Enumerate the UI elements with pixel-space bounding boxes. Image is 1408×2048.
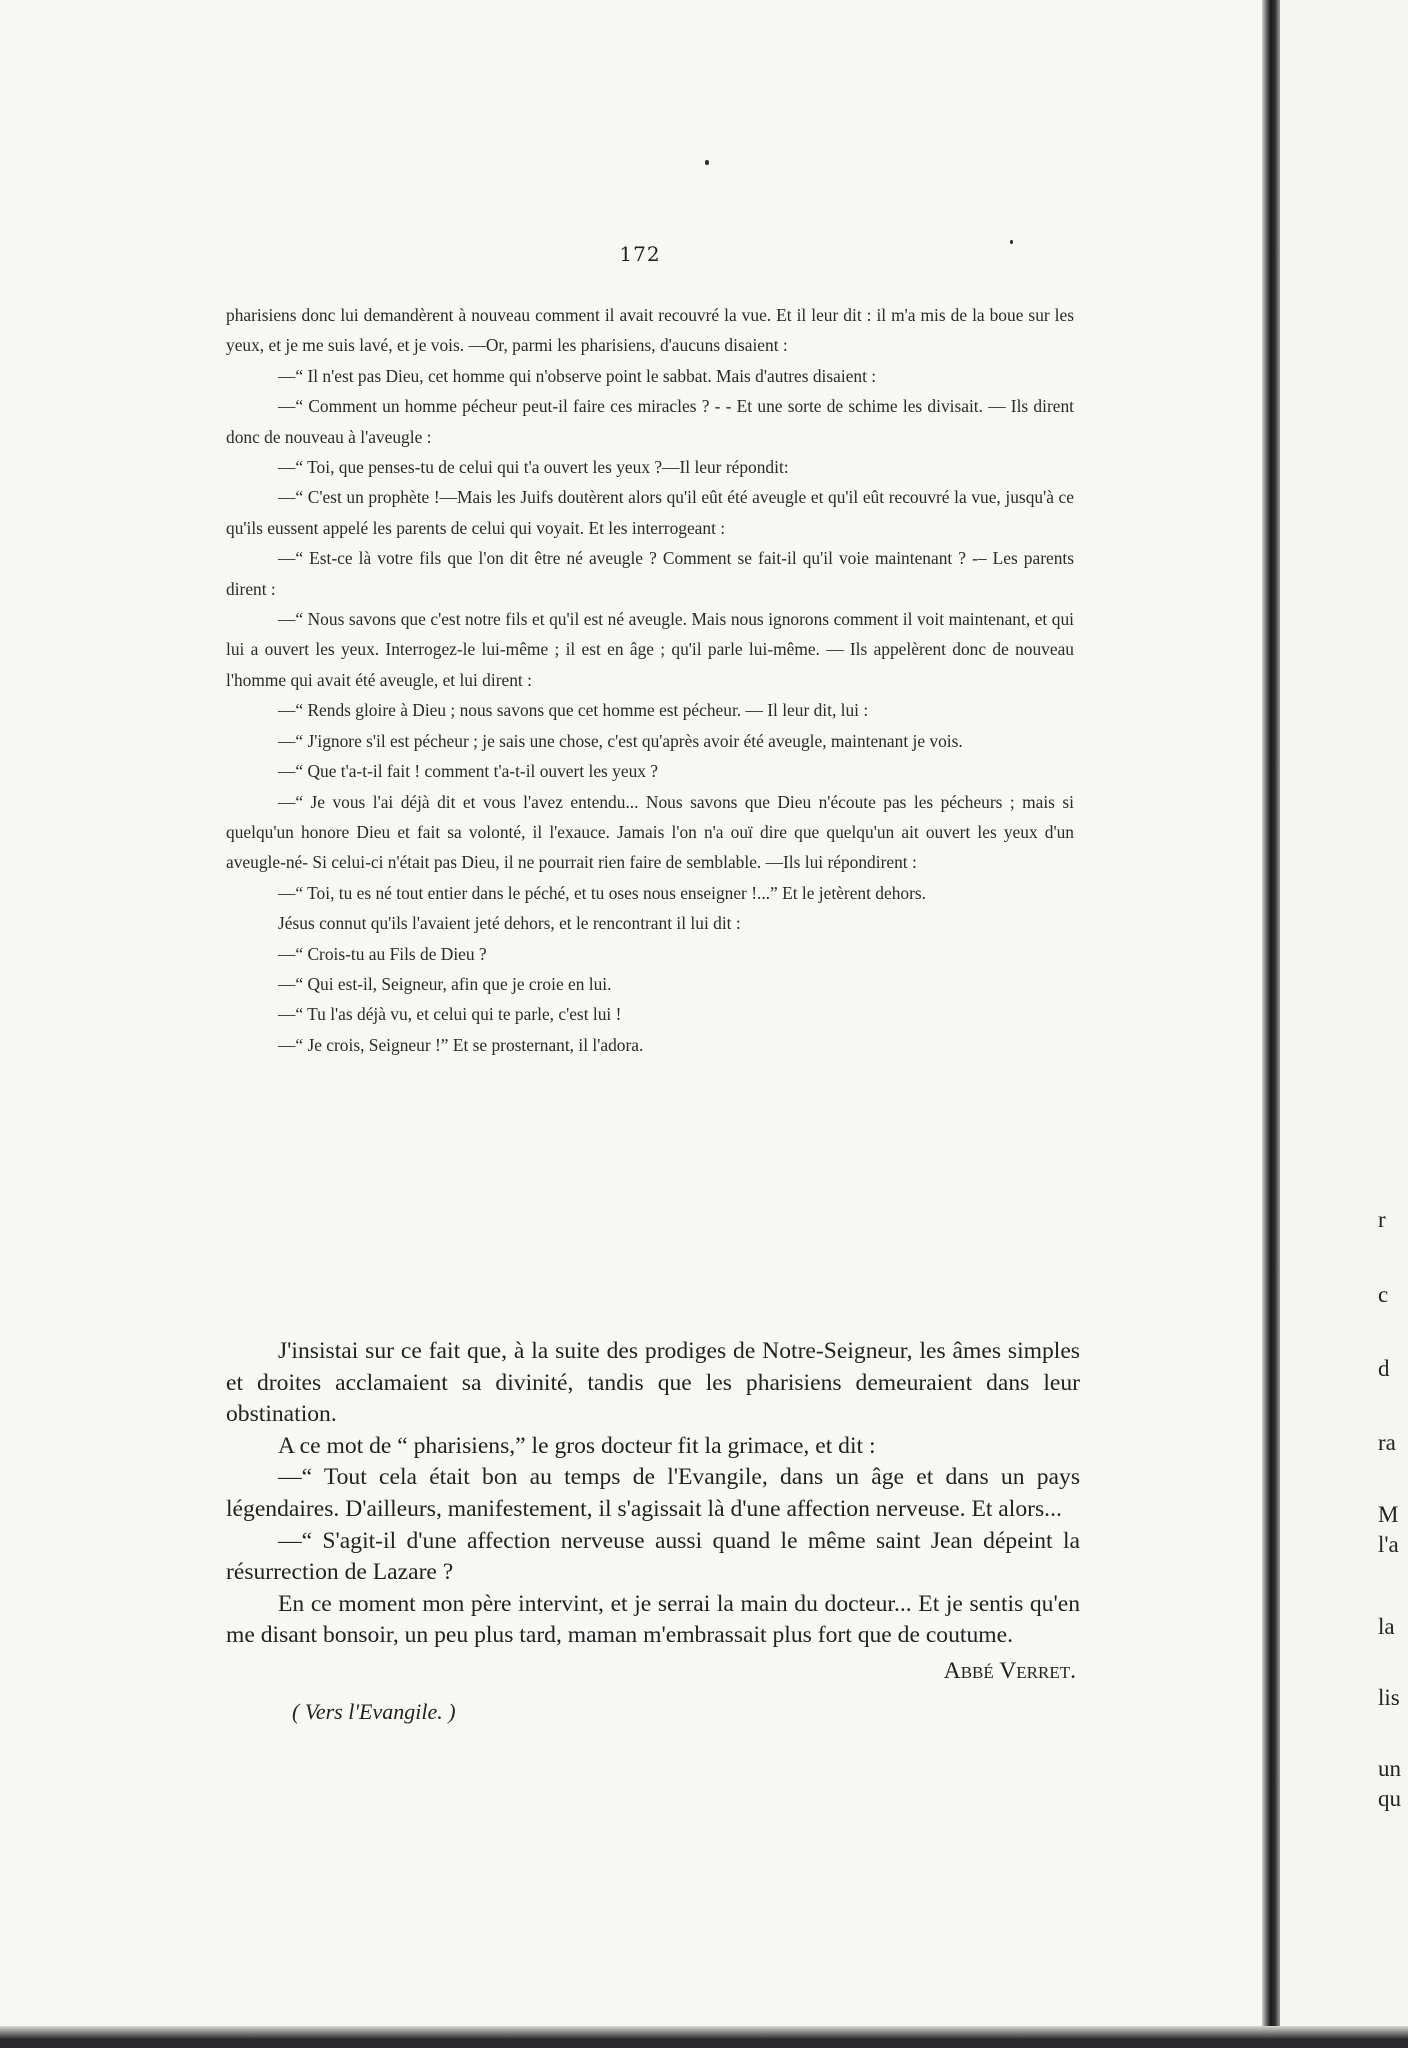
text-fragment: M <box>1378 1502 1399 1527</box>
paragraph: pharisiens donc lui demandèrent à nouveau comment il avait recouvré la vue. Et il leur dit : il m'a mis de la boue sur les yeux, et je me suis lavé, et je vois. —Or, parmi les pharisiens, d'aucuns disaient : <box>226 305 1074 356</box>
narrative-passage <box>226 1336 1080 1727</box>
paragraph: —“ C'est un prophète !—Mais les Juifs doutèrent alors qu'il eût été aveugle et qu'il eût recouvré la vue, jusqu'à ce qu'ils eussent appelé les parents de celui qui voyait. Et les interrogeant : <box>226 487 1074 538</box>
paragraph: —“ Que t'a-t-il fait ! comment t'a-t-il ouvert les yeux ? <box>278 761 659 782</box>
paragraph: —“ Crois-tu au Fils de Dieu ? <box>278 943 487 964</box>
author-signature: Abbé Verret. <box>943 1657 1076 1684</box>
text-fragment: lis <box>1378 1685 1400 1710</box>
paragraph: —“ Qui est-il, Seigneur, afin que je croie en lui. <box>278 973 612 994</box>
paragraph: —“ Est-ce là votre fils que l'on dit être né aveugle ? Comment se fait-il qu'il voie maintenant ? -– Les parents dirent : <box>226 548 1074 599</box>
ink-speck <box>705 160 709 165</box>
page-number: 172 <box>619 242 661 266</box>
paragraph: —“ Je crois, Seigneur !” Et se prosternant, il l'adora. <box>278 1034 644 1055</box>
paragraph: —“ J'ignore s'il est pécheur ; je sais une chose, c'est qu'après avoir été aveugle, maintenant je vois. <box>278 730 963 751</box>
paragraph: —“ S'agit-il d'une affection nerveuse aussi quand le même saint Jean dépeint la résurrection de Lazare ? <box>226 1527 1080 1586</box>
book-gutter <box>1262 0 1280 2048</box>
paragraph: J'insistai sur ce fait que, à la suite des prodiges de Notre-Seigneur, les âmes simples et droites acclamaient sa divinité, tandis que les pharisiens demeuraient dans leur obstination. <box>226 1338 1080 1428</box>
paragraph: —“ Comment un homme pécheur peut-il faire ces miracles ? - - Et une sorte de schime les divisait. — Ils dirent donc de nouveau à l'aveugle : <box>226 396 1074 447</box>
source-citation: ( Vers l'Evangile. ) <box>292 1698 456 1724</box>
paragraph: Jésus connut qu'ils l'avaient jeté dehors, et le rencontrant il lui dit : <box>278 913 741 934</box>
text-fragment: d <box>1378 1356 1390 1381</box>
ink-speck <box>1010 240 1013 244</box>
text-fragment: c <box>1378 1282 1389 1307</box>
text-fragment: qu <box>1378 1786 1401 1811</box>
paragraph: —“ Toi, tu es né tout entier dans le péché, et tu oses nous enseigner !...” Et le jetèrent dehors. <box>278 882 926 903</box>
paragraph: —“ Tout cela était bon au temps de l'Evangile, dans un âge et dans un pays légendaires. D'ailleurs, manifestement, il s'agissait là d'une affection nerveuse. Et alors... <box>226 1464 1080 1522</box>
scan-bottom-edge <box>0 2026 1408 2048</box>
paragraph: —“ Toi, que penses-tu de celui qui t'a ouvert les yeux ?—Il leur répondit: <box>278 457 789 478</box>
text-fragment: un <box>1378 1756 1401 1781</box>
text-fragment: l'a <box>1378 1532 1399 1557</box>
text-fragment: ra <box>1378 1430 1396 1455</box>
paragraph: —“ Tu l'as déjà vu, et celui qui te parle, c'est lui ! <box>278 1004 622 1025</box>
paragraph: En ce moment mon père intervint, et je serrai la main du docteur... Et je sentis qu'en me disant bonsoir, un peu plus tard, maman m'embrassait plus fort que de coutume. <box>226 1590 1080 1649</box>
text-fragment: la <box>1378 1614 1395 1639</box>
paragraph: —“ Nous savons que c'est notre fils et qu'il est né aveugle. Mais nous ignorons comment il voit maintenant, et qui lui a ouvert les yeux. Interrogez-le lui-même ; il est en âge ; qu'il parle lui-même. — Ils appelèrent donc de nouveau l'homme qui avait été aveugle, et lui dirent : <box>226 609 1074 690</box>
scripture-passage <box>226 300 1074 1060</box>
paragraph: —“ Rends gloire à Dieu ; nous savons que cet homme est pécheur. — Il leur dit, lui : <box>278 700 869 721</box>
paragraph: —“ Il n'est pas Dieu, cet homme qui n'observe point le sabbat. Mais d'autres disaient : <box>278 365 877 386</box>
text-fragment: r <box>1378 1207 1386 1232</box>
paragraph: —“ Je vous l'ai déjà dit et vous l'avez entendu... Nous savons que Dieu n'écoute pas les pécheurs ; mais si quelqu'un honore Dieu et fait sa volonté, il l'exauce. Jamais l'on n'a ouï dire que quelqu'un ait ouvert les yeux d'un aveugle-né- Si celui-ci n'était pas Dieu, il ne pourrait rien faire de semblable. —Ils lui répondirent : <box>226 791 1074 873</box>
paragraph: A ce mot de “ pharisiens,” le gros docteur fit la grimace, et dit : <box>278 1432 876 1459</box>
next-page-edge-text <box>1378 0 1408 2048</box>
